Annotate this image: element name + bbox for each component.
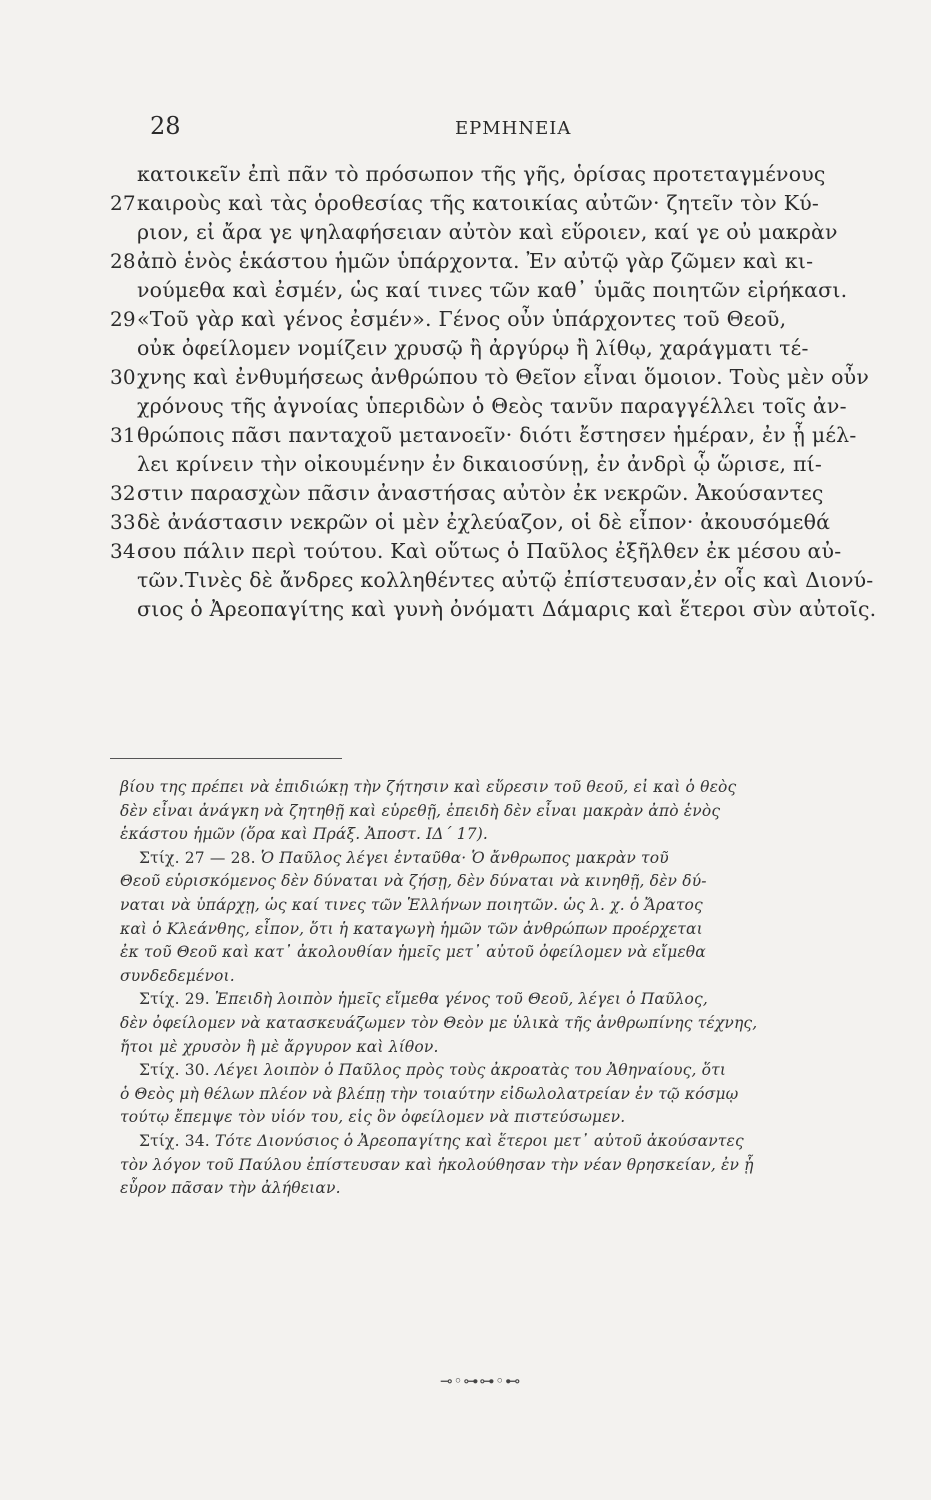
verse-number: 32 — [110, 481, 136, 505]
verse-number: 33 — [110, 510, 136, 534]
footnote-line — [120, 918, 880, 942]
text-line — [110, 595, 880, 624]
footnote-line — [120, 847, 880, 871]
text-line — [110, 537, 880, 566]
footnote-text: βίου της πρέπει νὰ ἐπιδιώκῃ τὴν ζήτησιν καὶ εὕρεσιν τοῦ θεοῦ, εἰ καὶ ὁ θεὸς — [120, 778, 737, 796]
line-text: χνης καὶ ἐνθυμήσεως ἀνθρώπου τὸ Θεῖον εἶναι ὅμοιον. Τοὺς μὲν οὖν — [137, 365, 870, 389]
footnote-line — [120, 1154, 880, 1178]
footnote-text: καὶ ὁ Κλεάνθης, εἶπον, ὅτι ἡ καταγωγὴ ἡμῶν τῶν ἀνθρώπων προέρχεται — [120, 919, 703, 938]
line-text: σιος ὁ Ἀρεοπαγίτης καὶ γυνὴ ὀνόματι Δάμαρις καὶ ἕτεροι σὺν αὐτοῖς. — [137, 597, 877, 621]
line-text: δὲ ἀνάστασιν νεκρῶν οἱ μὲν ἐχλεύαζον, οἱ δὲ εἶπον· ἀκουσόμεθά — [137, 510, 831, 534]
footnote-text: τούτῳ ἔπεμψε τὸν υἱόν του, εἰς ὃν ὀφείλομεν νὰ πιστεύσωμεν. — [120, 1108, 626, 1127]
text-line — [110, 305, 880, 334]
footnote-text: Ὁ Παῦλος λέγει ἐνταῦθα· Ὁ ἄνθρωπος μακρὰν τοῦ — [255, 848, 669, 867]
line-text: καιροὺς καὶ τὰς ὁροθεσίας τῆς κατοικίας αὐτῶν· ζητεῖν τὸν Κύ- — [137, 191, 819, 215]
footnote-line — [120, 894, 880, 918]
text-line — [110, 363, 880, 392]
text-line — [110, 276, 880, 305]
text-line — [110, 479, 880, 508]
footnote-text: ἑκάστου ἡμῶν (ὅρα καὶ Πράξ. Ἀποστ. ΙΔ΄ 17). — [120, 825, 489, 844]
footnote-text: ὁ Θεὸς μὴ θέλων πλέον νὰ βλέπῃ τὴν τοιαύτην εἰδωλολατρείαν ἐν τῷ κόσμῳ — [120, 1084, 739, 1103]
text-line — [110, 189, 880, 218]
footnote-text: συνδεδεμένοι. — [120, 966, 235, 985]
line-text: λει κρίνειν τὴν οἰκουμένην ἐν δικαιοσύνῃ, ἐν ἀνδρὶ ᾧ ὥρισε, πί- — [137, 452, 823, 476]
footnote-text: Θεοῦ εὑρισκόμενος δὲν δύναται νὰ ζήσῃ, δὲν δύναται νὰ κινηθῇ, δὲν δύ- — [120, 872, 707, 891]
running-title: ΕΡΜΗΝΕΙΑ — [455, 118, 572, 139]
footnote-line — [120, 1059, 880, 1083]
text-line — [110, 566, 880, 595]
footnote-line — [120, 1083, 880, 1107]
footnote-text: δὲν ὀφείλομεν νὰ κατασκευάζωμεν τὸν Θεὸν με ὑλικὰ τῆς ἀνθρωπίνης τέχνης, — [120, 1013, 758, 1032]
line-text: θρώποις πᾶσι πανταχοῦ μετανοεῖν· διότι ἔστησεν ἡμέραν, ἐν ᾗ μέλ- — [137, 423, 857, 447]
line-text: οὐκ ὀφείλομεν νομίζειν χρυσῷ ἢ ἀργύρῳ ἢ λίθῳ, χαράγματι τέ- — [137, 336, 809, 360]
text-line — [110, 334, 880, 363]
verse-number: 31 — [110, 423, 136, 447]
footnote-line — [120, 1012, 880, 1036]
footnote-text: τὸν λόγον τοῦ Παύλου ἐπίστευσαν καὶ ἠκολούθησαν τὴν νέαν θρησκείαν, ἐν ᾗ — [120, 1155, 754, 1174]
footnote-line — [120, 776, 880, 800]
footnote-line — [120, 1036, 880, 1060]
footnote-text: Λέγει λοιπὸν ὁ Παῦλος πρὸς τοὺς ἀκροατὰς του Ἀθηναίους, ὅτι — [209, 1061, 727, 1080]
verse-number: 29 — [110, 307, 136, 331]
line-text: χρόνους τῆς ἀγνοίας ὑπεριδὼν ὁ Θεὸς τανῦν παραγγέλλει τοῖς ἀν- — [137, 394, 847, 418]
footnote-divider — [110, 758, 342, 759]
line-text: ἀπὸ ἑνὸς ἑκάστου ἡμῶν ὑπάρχοντα. Ἐν αὐτῷ γὰρ ζῶμεν καὶ κι- — [137, 249, 814, 273]
verse-number: 28 — [110, 249, 136, 273]
verse-number: 30 — [110, 365, 136, 389]
line-text: κατοικεῖν ἐπὶ πᾶν τὸ πρόσωπον τῆς γῆς, ὁρίσας προτεταγμένους — [137, 162, 826, 186]
footnotes-block — [120, 776, 880, 1201]
footnote-label: Στίχ. 34. — [139, 1131, 210, 1150]
footnote-line — [120, 1130, 880, 1154]
verse-number: 34 — [110, 539, 136, 563]
footnote-line — [120, 941, 880, 965]
line-text: νούμεθα καὶ ἐσμέν, ὡς καί τινες τῶν καθ᾽ ὑμᾶς ποιητῶν εἰρήκασι. — [137, 278, 848, 302]
footnote-label: Στίχ. 29. — [139, 990, 210, 1009]
text-line — [110, 450, 880, 479]
footnote-line — [120, 988, 880, 1012]
footnote-text: ἐκ τοῦ Θεοῦ καὶ κατ᾽ ἀκολουθίαν ἡμεῖς μετ᾽ αὐτοῦ ὀφείλομεν νὰ εἴμεθα — [120, 943, 706, 962]
text-line — [110, 247, 880, 276]
footnote-line — [120, 1177, 880, 1201]
text-line — [110, 421, 880, 450]
footnote-line — [120, 1106, 880, 1130]
footnote-text: Ἐπειδὴ λοιπὸν ἡμεῖς εἴμεθα γένος τοῦ Θεοῦ, λέγει ὁ Παῦλος, — [209, 990, 708, 1009]
footnote-line — [120, 965, 880, 989]
text-line — [110, 508, 880, 537]
footnote-text: δὲν εἶναι ἀνάγκη νὰ ζητηθῇ καὶ εὑρεθῇ, ἐπειδὴ δὲν εἶναι μακρὰν ἀπὸ ἑνὸς — [120, 801, 721, 820]
text-line — [110, 392, 880, 421]
footnote-line — [120, 823, 880, 847]
line-text: ριον, εἰ ἄρα γε ψηλαφήσειαν αὐτὸν καὶ εὕροιεν, καί γε οὐ μακρὰν — [137, 220, 838, 244]
footnote-text: εὗρον πᾶσαν τὴν ἀλήθειαν. — [120, 1179, 341, 1198]
text-line — [110, 218, 880, 247]
verse-number: 27 — [110, 191, 136, 215]
main-text-block — [110, 160, 880, 624]
page-number: 28 — [150, 112, 181, 140]
footnote-text: Τότε Διονύσιος ὁ Ἀρεοπαγίτης καὶ ἕτεροι μετ᾽ αὐτοῦ ἀκούσαντες — [209, 1131, 744, 1150]
footnote-line — [120, 870, 880, 894]
ornament-icon: ⊸◦⊶⊶◦⊷ — [440, 1372, 522, 1390]
line-text: τῶν.Τινὲς δὲ ἄνδρες κολληθέντες αὐτῷ ἐπίστευσαν,ἐν οἷς καὶ Διονύ- — [137, 568, 874, 592]
text-line — [110, 160, 880, 189]
page-header — [150, 112, 870, 152]
footnote-label: Στίχ. 30. — [139, 1061, 210, 1080]
line-text: στιν παρασχὼν πᾶσιν ἀναστήσας αὐτὸν ἐκ νεκρῶν. Ἀκούσαντες — [137, 481, 824, 505]
footnote-text: ἤτοι μὲ χρυσὸν ἢ μὲ ἄργυρον καὶ λίθον. — [120, 1037, 439, 1056]
footnote-text: ναται νὰ ὑπάρχῃ, ὡς καί τινες τῶν Ἑλλήνων ποιητῶν. ὡς λ. χ. ὁ Ἄρατος — [120, 895, 703, 914]
footnote-line — [120, 800, 880, 824]
line-text: «Τοῦ γὰρ καὶ γένος ἐσμέν». Γένος οὖν ὑπάρχοντες τοῦ Θεοῦ, — [137, 307, 787, 331]
footnote-label: Στίχ. 27 — 28. — [139, 848, 256, 867]
line-text: σου πάλιν περὶ τούτου. Καὶ οὕτως ὁ Παῦλος ἐξῆλθεν ἐκ μέσου αὐ- — [137, 539, 842, 563]
